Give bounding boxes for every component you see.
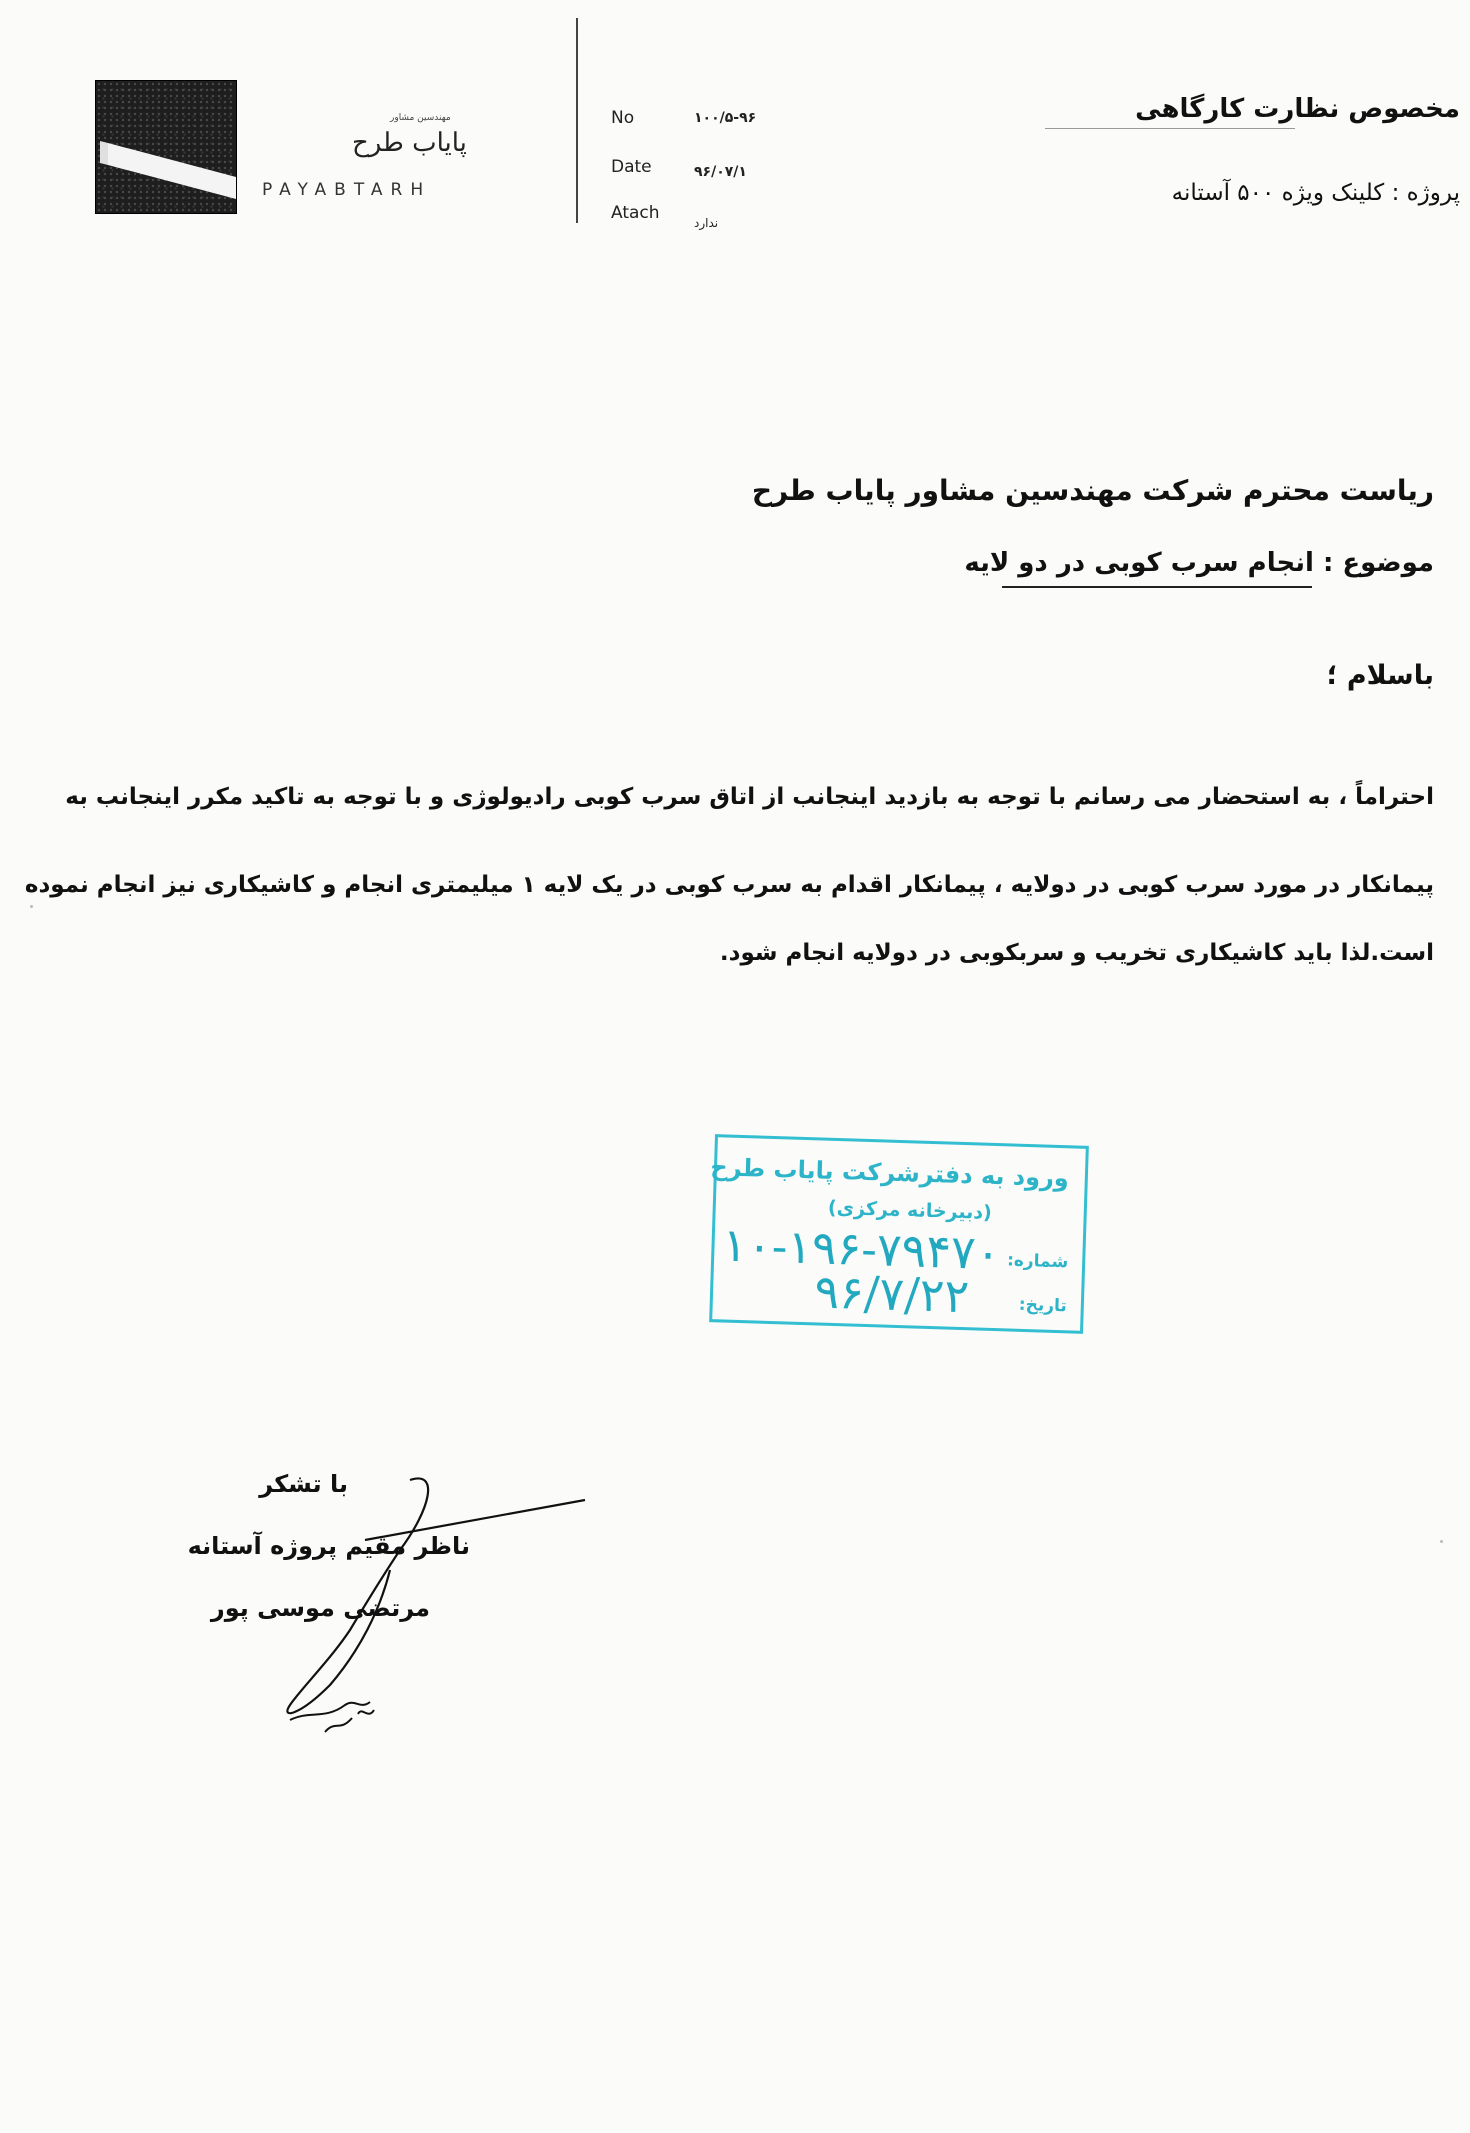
scan-artifact [1440,1540,1443,1543]
company-name-fa: پایاب طرح [352,128,467,158]
logo-stripe-icon [96,81,236,213]
stamp-number-value: ۱۰-۱۹۶-۷۹۴۷۰ [721,1217,1002,1281]
header-divider [576,18,578,223]
closing: با تشکر [259,1470,348,1498]
ref-no-label: No [611,108,635,128]
registry-stamp [709,1134,1089,1334]
paragraph-line-2: پیمانکار در مورد سرب کوبی در دولایه ، پیمانکار اقدام به سرب کوبی در یک لایه ۱ میلیمتری انجام و کاشیکاری نیز انجام نموده [24,872,1434,898]
scan-artifact [30,905,33,908]
company-caption: مهندسین مشاور [390,113,451,123]
paragraph-line-3: است.لذا باید کاشیکاری تخریب و سربکوبی در دولایه انجام شود. [719,940,1434,966]
ref-no-value: ۱۰۰/۵-۹۶ [694,110,757,126]
subject-text: انجام سرب کوبی در دو لایه [964,548,1314,578]
stamp-number-label: شماره: [1006,1250,1069,1273]
date-value: ۹۶/۰۷/۱ [694,164,747,180]
company-name-en: PAYABTARH [262,180,432,200]
project-name: پروژه : کلینک ویژه ۵۰۰ آستانه [1171,180,1460,206]
stamp-date-value: ۹۶/۷/۲۲ [813,1264,970,1324]
handwritten-signature-icon [270,1470,600,1740]
date-label: Date [611,157,652,177]
attach-label: Atach [611,203,660,223]
greeting: باسلام ؛ [1326,660,1434,691]
company-logo [95,80,237,214]
paragraph-line-1: احتراماً ، به استحضار می رسانم با توجه به بازدید اینجانب از اتاق سرب کوبی رادیولوژی و با توجه به تاکید مکرر اینجانب به [65,784,1434,810]
header-title: مخصوص نظارت کارگاهی [1135,94,1460,124]
attach-value: ندارد [694,216,719,230]
stamp-date-label: تاریخ: [1018,1294,1068,1317]
stamp-subtitle: (دبیرخانه مرکزی) [827,1196,993,1224]
signer-role: ناظر مقیم پروژه آستانه [187,1532,470,1560]
signer-name: مرتضی موسی پور [210,1594,430,1622]
header-title-underline [1045,128,1295,129]
recipient: ریاست محترم شرکت مهندسین مشاور پایاب طرح [751,474,1434,507]
stamp-title: ورود به دفترشرکت پایاب طرح [709,1153,1070,1193]
subject-underline [1002,586,1312,588]
subject-label: موضوع : [1322,548,1434,578]
subject-line [964,548,1434,578]
